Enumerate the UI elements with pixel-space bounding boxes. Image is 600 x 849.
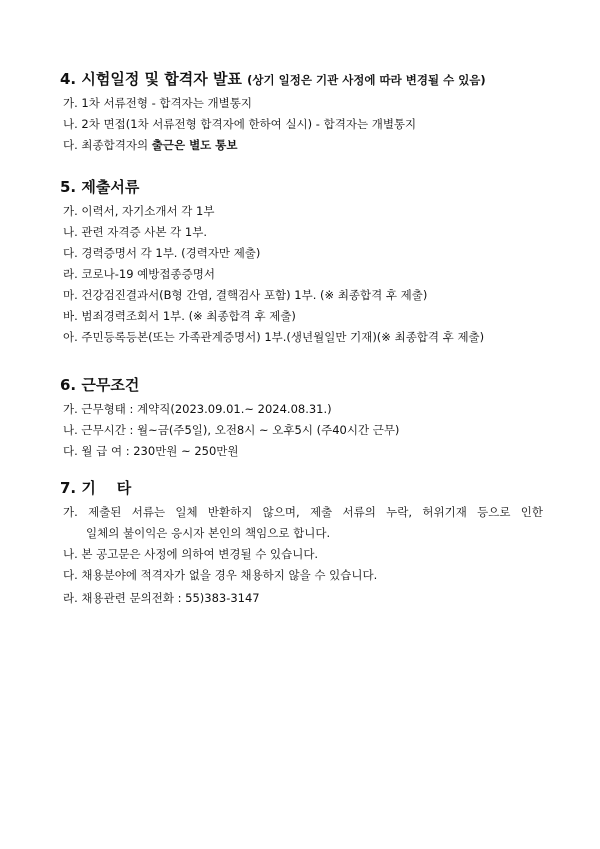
section-work-conditions <box>60 374 560 462</box>
list-item: 나. 본 공고문은 사정에 의하여 변경될 수 있습니다. <box>63 547 319 561</box>
list-item <box>60 502 560 544</box>
list-item: 다. 월 급 여 : 230만원 ~ 250만원 <box>63 444 239 458</box>
list-item: 나. 근무시간 : 월~금(주5일), 오전8시 ~ 오후5시 (주40시간 근무) <box>63 423 400 437</box>
item-line-continued: 일체의 불이익은 응시자 본인의 책임으로 합니다. <box>86 526 331 540</box>
list-item: 마. 건강검진결과서(B형 간염, 결핵검사 포함) 1부. (※ 최종합격 후 제출) <box>63 288 428 302</box>
list-item: 가. 이력서, 자기소개서 각 1부 <box>63 204 215 218</box>
section-other <box>60 477 560 609</box>
section-exam-schedule <box>60 68 560 156</box>
list-item: 아. 주민등록등본(또는 가족관계증명서) 1부.(생년월일만 기재)(※ 최종합격 후 제출) <box>63 330 485 344</box>
section-title: 7. 기 타 <box>60 479 132 497</box>
section-heading <box>60 68 560 90</box>
list-item: 바. 범죄경력조회서 1부. (※ 최종합격 후 제출) <box>63 309 296 323</box>
list-item: 가. 1차 서류전형 - 합격자는 개별통지 <box>63 96 252 110</box>
section-documents <box>60 176 560 348</box>
list-item <box>60 135 560 156</box>
list-item: 나. 관련 자격증 사본 각 1부. <box>63 225 207 239</box>
item-line: 가. 제출된 서류는 일체 반환하지 않으며, 제출 서류의 누락, 허위기재 등으로 인한 <box>63 505 543 519</box>
list-item: 나. 2차 면접(1차 서류전형 합격자에 한하여 실시) - 합격자는 개별통지 <box>63 117 417 131</box>
item-bold-text: 출근은 별도 통보 <box>151 138 238 152</box>
section-note: (상기 일정은 기관 사정에 따라 변경될 수 있음) <box>247 73 486 87</box>
item-text: 다. 최종합격자의 <box>63 138 152 152</box>
section-title: 5. 제출서류 <box>60 178 140 196</box>
section-title: 6. 근무조건 <box>60 376 140 394</box>
list-item: 라. 코로나-19 예방접종증명서 <box>63 267 215 281</box>
section-title: 4. 시험일정 및 합격자 발표 <box>60 70 242 88</box>
list-item: 다. 경력증명서 각 1부. (경력자만 제출) <box>63 246 261 260</box>
list-item: 가. 근무형태 : 계약직(2023.09.01.~ 2024.08.31.) <box>63 402 332 416</box>
list-item: 다. 채용분야에 적격자가 없을 경우 채용하지 않을 수 있습니다. <box>63 568 378 582</box>
list-item-contact: 라. 채용관련 문의전화 : 55)383-3147 <box>63 591 260 605</box>
